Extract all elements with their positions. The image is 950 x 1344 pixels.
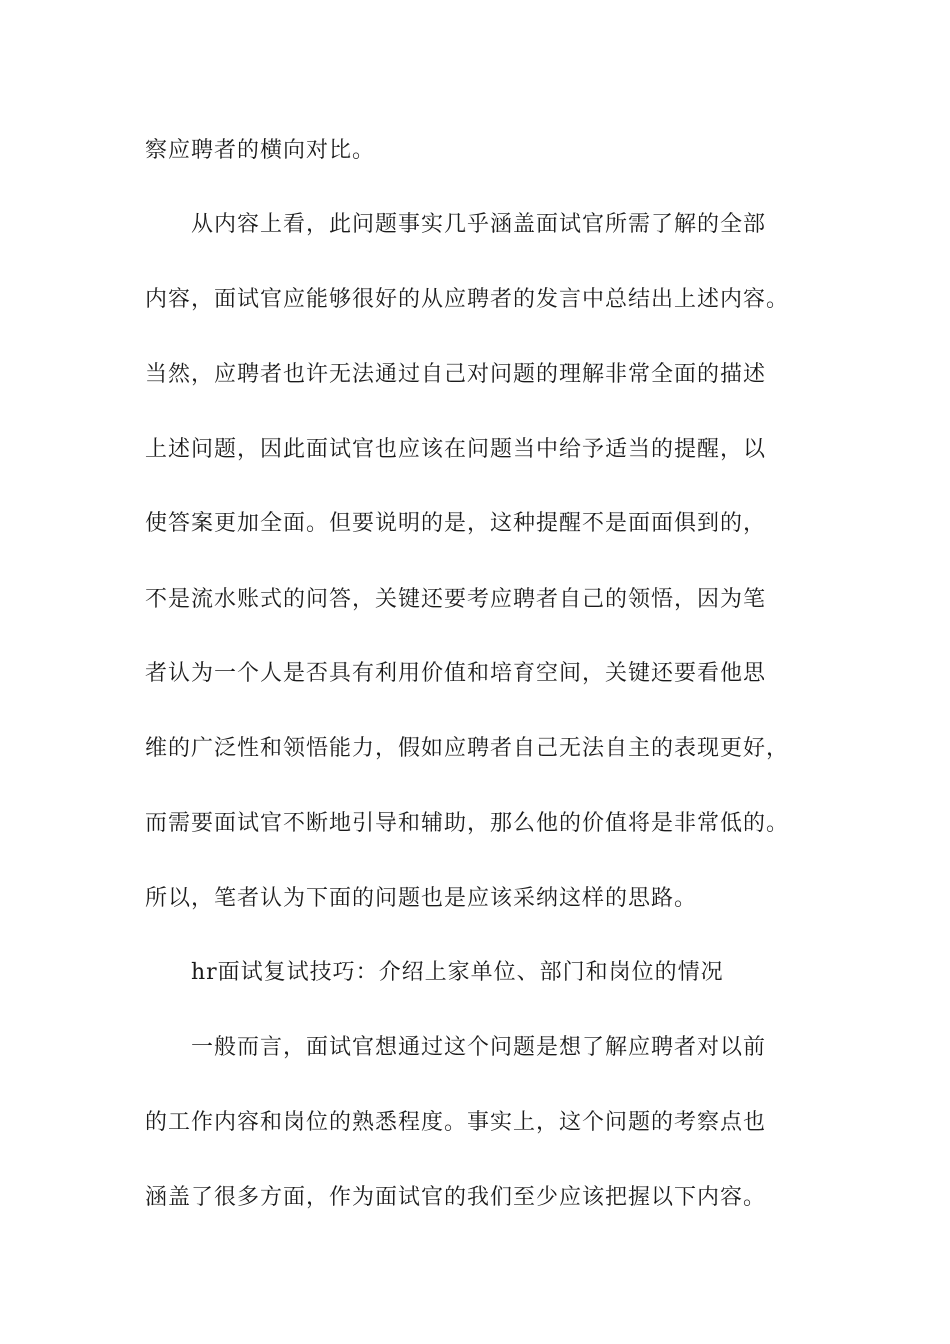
paragraph-line: 而需要面试官不断地引导和辅助，那么他的价值将是非常低的。 xyxy=(145,811,790,836)
paragraph-line: 者认为一个人是否具有利用价值和培育空间，关键还要看他思 xyxy=(145,661,767,686)
paragraph-line: 使答案更加全面。但要说明的是，这种提醒不是面面俱到的， xyxy=(145,511,767,536)
paragraph-line: 上述问题，因此面试官也应该在问题当中给予适当的提醒，以 xyxy=(145,437,767,462)
paragraph-line: 察应聘者的横向对比。 xyxy=(145,138,376,163)
paragraph-line: 不是流水账式的问答，关键还要考应聘者自己的领悟，因为笔 xyxy=(145,587,767,612)
paragraph-line: 涵盖了很多方面，作为面试官的我们至少应该把握以下内容。 xyxy=(145,1185,767,1210)
paragraph-line: 维的广泛性和领悟能力，假如应聘者自己无法自主的表现更好， xyxy=(145,736,790,761)
paragraph-line: 从内容上看，此问题事实几乎涵盖面试官所需了解的全部 xyxy=(191,212,767,237)
section-heading: hr面试复试技巧：介绍上家单位、部门和岗位的情况 xyxy=(191,960,724,985)
paragraph-line: 的工作内容和岗位的熟悉程度。事实上，这个问题的考察点也 xyxy=(145,1110,767,1135)
paragraph-line: 所以，笔者认为下面的问题也是应该采纳这样的思路。 xyxy=(145,886,698,911)
paragraph-line: 内容，面试官应能够很好的从应聘者的发言中总结出上述内容。 xyxy=(145,287,790,312)
paragraph-line: 一般而言，面试官想通过这个问题是想了解应聘者对以前 xyxy=(191,1035,767,1060)
paragraph-line: 当然，应聘者也许无法通过自己对问题的理解非常全面的描述 xyxy=(145,362,767,387)
